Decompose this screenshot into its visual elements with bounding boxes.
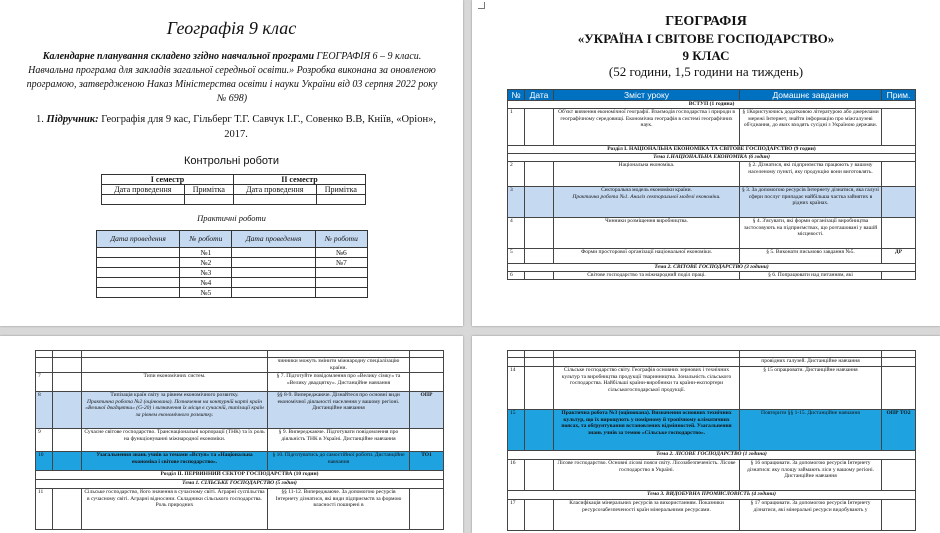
lesson-row: [36, 392, 444, 429]
practical-row: [97, 288, 368, 298]
textbook-text: Географія для 9 кас, Гільберг Т.Г. Савчук І.Г., Совенко В.В, Кніїв, «Оріон», 2017.: [98, 114, 436, 140]
intro-paragraph: [22, 50, 442, 106]
lesson-note: ТО1: [410, 452, 444, 471]
grade-title: 9 КЛАС: [682, 48, 730, 63]
page-3: [0, 336, 463, 533]
lesson-topic-text: Сільське господарство світу. Географія основних зернових і технічних культур та виробництва продукції тваринництва. Зональність сільського господарства. Найбільші країни-виробники та країни-експортери сільськогосподарської продукції.: [561, 367, 732, 393]
topic-row: [508, 451, 916, 460]
lesson-topic: [554, 109, 740, 146]
page-corner-mark: [478, 2, 485, 9]
lesson-date: [53, 429, 82, 452]
control-works-title: Контрольні роботи: [184, 155, 279, 167]
lesson-topic-text: Практична робота №3 (оцінювана). Визначення основних технічних культур, що їх вирощують у помірному й тропічному кліматичних поясах, та обґрунтування встановлених відмінностей. Узагальнення знань учнів за темою «Сільське господарство».: [561, 410, 732, 436]
lesson-number: 1: [508, 109, 525, 146]
lesson-note: [410, 358, 444, 373]
lesson-date: [53, 452, 82, 471]
hours-subtitle: (52 години, 1,5 години на тиждень): [608, 64, 804, 79]
practical-row: [97, 278, 368, 288]
lesson-topic: [82, 392, 268, 429]
section-title: ВСТУП (1 година): [508, 101, 916, 109]
plan-table: [507, 89, 916, 280]
lesson-homework: § 1Користуючись додатковою літературою або джерелами мережі Інтернет, знайти інформацію про міжгалузеві об'єднання, до яких входять суcідні з Україною держави.: [740, 109, 882, 146]
lesson-date: [525, 162, 554, 187]
lesson-date: [525, 367, 554, 410]
lesson-row: [508, 500, 916, 531]
lesson-note: [410, 429, 444, 452]
topic-row: [508, 154, 916, 162]
lesson-homework: § 5. Виконати письмово завдання №5.: [740, 249, 882, 264]
lesson-homework: §§ 8-9. Випереджаюче. Дізнайтеся про основні види економічної діяльності населення у вашому регіоні. Дистанційне навчання: [268, 392, 410, 429]
lesson-homework: § 9. Випереджаюче. Підготувати повідомлення про діяльність ТНК в Україні. Дистанційне навчання: [268, 429, 410, 452]
lesson-row: [508, 460, 916, 491]
lesson-number: 16: [508, 460, 525, 491]
lesson-topic: [82, 429, 268, 452]
practical-date: [97, 248, 180, 258]
lesson-number: 15: [508, 410, 525, 451]
lesson-row: [508, 367, 916, 410]
lesson-topic-text: Сільське господарство, його значення в сучасному світі. Аграрні суспільства в сучасному світі. Аграрні відносини. Складники сільського господарства. Роль природних: [84, 489, 265, 508]
practical-date: [232, 258, 315, 268]
lesson-row: [508, 187, 916, 218]
lesson-number: 4: [508, 218, 525, 249]
lesson-number: 2: [508, 162, 525, 187]
topic-title: Тема 3. ВИДОБУВНА ПРОМИСЛОВІСТЬ (4 години): [508, 491, 916, 500]
lesson-homework: § 4. З'ясувати, які форми організації виробництва застосовують на підприємствах, що розташовані у вашій місцевості.: [740, 218, 882, 249]
practical-row: [97, 268, 368, 278]
lesson-row: [36, 373, 444, 392]
lesson-homework: § 7. Підготуйте повідомлення про «Велику сімку» та «Велику двадцятку». Дистанційне навчання: [268, 373, 410, 392]
practical-date: [232, 248, 315, 258]
col-notes: Прим.: [882, 90, 916, 101]
table-top-row: [36, 351, 444, 358]
lesson-number: 8: [36, 392, 53, 429]
lesson-topic-text: Об'єкт вивчення економічної географії. Взаємодія господарства і природи в географічному середовищі. Економічна географія в системі географічних наук.: [558, 109, 735, 128]
practical-number: №2: [180, 258, 232, 268]
lesson-note: ОПР: [410, 392, 444, 429]
lesson-topic-text: Секторальна модель економіки країни.: [601, 187, 692, 193]
lesson-row: [36, 358, 444, 373]
lesson-homework: § 6. Попрацювати над питанням, які: [740, 272, 882, 280]
lesson-topic-text: Лісове господарство. Основні лісові пояси світу. Лісозабезпеченість. Лісове господарство в Україні.: [557, 460, 736, 473]
lesson-topic: [554, 162, 740, 187]
lesson-note: [882, 272, 916, 280]
lesson-row: [508, 272, 916, 280]
lesson-number: 9: [36, 429, 53, 452]
lesson-number: 6: [508, 272, 525, 280]
practical-number: [315, 278, 367, 288]
lesson-row: [508, 410, 916, 451]
lesson-topic: [554, 187, 740, 218]
lesson-number: 3: [508, 187, 525, 218]
col-number: №: [508, 90, 525, 101]
lesson-date: [525, 249, 554, 264]
lesson-row: [508, 162, 916, 187]
lesson-homework: § 16 опрацювати. За допомогою ресурсів Інтернету дізнатися: яку площу займають ліси у вашому регіоні. Дистанційне навчання: [740, 460, 882, 491]
lesson-note: [882, 109, 916, 146]
textbook-num: 1.: [36, 114, 47, 125]
lesson-topic-text: Типи економічних систем.: [143, 373, 206, 379]
topic-title: Тема 2. СВІТОВЕ ГОСПОДАРСТВО (3 години): [508, 264, 916, 272]
lesson-number: 14: [508, 367, 525, 410]
practical-row: [97, 258, 368, 268]
table-cell: [233, 195, 316, 205]
practical-works-title: Практичні роботи: [197, 213, 266, 223]
lesson-number: [36, 358, 53, 373]
section-title: Розділ І. НАЦІОНАЛЬНА ЕКОНОМІКА ТА СВІТОВЕ ГОСПОДАРСТВО (9 годин): [508, 146, 916, 154]
table-cell: [316, 195, 365, 205]
col-pnum: № роботи: [180, 231, 232, 248]
lesson-number: 11: [36, 489, 53, 530]
lesson-homework: § 3. За допомогою ресурсів Інтернету дізнатися, яка галузі сфери послуг припадає найбільша частка зайнятих в рідних країнах.: [740, 187, 882, 218]
col-date: Дата: [525, 90, 554, 101]
lesson-topic-text: Національна економіка.: [618, 162, 675, 168]
lesson-topic-text: Типізація країн світу за рівнем економічного розвитку.: [110, 392, 239, 398]
lesson-date: [525, 272, 554, 280]
practical-date: [232, 278, 315, 288]
page-title: Географія 9 клас: [166, 18, 297, 38]
lesson-number: 7: [36, 373, 53, 392]
practical-date: [232, 268, 315, 278]
page-1: [0, 0, 463, 326]
lesson-topic: [82, 373, 268, 392]
lesson-topic-text: Форми просторової організації національної економіки.: [580, 249, 713, 255]
lesson-topic: [554, 358, 740, 367]
lesson-topic: [554, 218, 740, 249]
section-row: [508, 146, 916, 154]
lesson-note: [882, 358, 916, 367]
lesson-homework: чинники можуть змінити міжнародну спеціалізацію країни.: [268, 358, 410, 373]
section-title: Розділ ІІ. ПЕРВИННИЙ СЕКТОР ГОСПОДАРСТВА (10 годин): [36, 471, 444, 480]
plan-table-continued: [507, 350, 916, 531]
lesson-date: [525, 410, 554, 451]
lesson-note: [882, 367, 916, 410]
lesson-row: [36, 429, 444, 452]
lesson-homework: провідних галузей. Дистанційне навчання: [740, 358, 882, 367]
table-cell: [102, 195, 185, 205]
lesson-date: [525, 500, 554, 531]
col-pnum: № роботи: [315, 231, 367, 248]
col-pdate: Дата проведення: [97, 231, 180, 248]
lesson-topic: [554, 272, 740, 280]
lesson-date: [53, 489, 82, 530]
textbook-line: [30, 112, 442, 142]
lesson-homework: § 17 опрацювати. За допомогою ресурсів Інтернету дізнатися, які мінеральні ресурси видобувають у: [740, 500, 882, 531]
lesson-note: [882, 500, 916, 531]
lesson-date: [53, 373, 82, 392]
lesson-date: [53, 392, 82, 429]
lesson-note: ДР: [882, 249, 916, 264]
lesson-number: 5: [508, 249, 525, 264]
lesson-homework: § 15 опрацювати. Дистанційне навчання: [740, 367, 882, 410]
lesson-date: [525, 109, 554, 146]
topic-row: [508, 264, 916, 272]
practical-number: №4: [180, 278, 232, 288]
lesson-topic-text: Чинники розміщення виробництва.: [605, 218, 688, 224]
section-row: [36, 471, 444, 480]
intro-rest: ГЕОГРАФІЯ 6 – 9 класи. Навчальна програма для закладів загальної середньої освіти.» Розробка виконана за оновленою програмою, затвердженою Наказ Міністерства освіти і науки України від 03 серпня 2022 року № 698): [26, 51, 438, 104]
lesson-row: [36, 452, 444, 471]
intro-bold: Календарне планування складено згідно навчальної програми: [42, 51, 315, 62]
practical-number: №7: [315, 258, 367, 268]
practical-date: [232, 288, 315, 298]
practical-number: №1: [180, 248, 232, 258]
lesson-note: [882, 162, 916, 187]
semester-1: І семестр: [102, 175, 234, 185]
lesson-date: [525, 460, 554, 491]
section-row: [508, 101, 916, 109]
lesson-topic-text: Світове господарство та міжнародний поділ праці.: [587, 272, 706, 278]
control-works-table: [101, 174, 366, 205]
textbook-label: Підручник:: [46, 114, 99, 125]
practical-number: №3: [180, 268, 232, 278]
lesson-homework: Повторити §§ 1-15. Дистанційне навчання: [740, 410, 882, 451]
practical-number: [315, 268, 367, 278]
lesson-row: [508, 109, 916, 146]
course-title: «УКРАЇНА І СВІТОВЕ ГОСПОДАРСТВО»: [577, 31, 835, 46]
lesson-topic-text: Узагальнення знань учнів за темами «Вступ» та «Національна економіка і світове господарство».: [96, 452, 253, 465]
lesson-topic: [554, 367, 740, 410]
lesson-topic: [554, 500, 740, 531]
practical-date: [97, 288, 180, 298]
page-4: [472, 336, 940, 533]
lesson-topic-text: Сучасне світове господарство. Транснаціональні корпорації (ТНК) та їх роль на функціонуванні міжнародної економіки.: [84, 429, 265, 442]
topic-title: Тема 2. ЛІСОВЕ ГОСПОДАРСТВО (1 година): [508, 451, 916, 460]
practical-number: [315, 288, 367, 298]
lesson-note: [410, 489, 444, 530]
col-pdate: Дата проведення: [232, 231, 315, 248]
practical-date: [97, 268, 180, 278]
semester-2: ІІ семестр: [233, 175, 365, 185]
topic-title: Тема 1. СІЛЬСЬКЕ ГОСПОДАРСТВО (5 годин): [36, 480, 444, 489]
lesson-date: [525, 218, 554, 249]
table-cell: [184, 195, 233, 205]
practical-date: [97, 258, 180, 268]
topic-title: Тема 1.НАЦІОНАЛЬНА ЕКОНОМІКА (6 годин): [508, 154, 916, 162]
lesson-note: [882, 187, 916, 218]
lesson-date: [525, 358, 554, 367]
practical-work-text: Практична робота №1. Аналіз секторальної моделі економіки.: [572, 193, 721, 200]
topic-row: [508, 491, 916, 500]
lesson-topic-text: Класифікація мінеральних ресурсів за використанням. Показники ресурсозабезпеченості країн мінеральними ресурсами.: [569, 500, 724, 513]
lesson-topic: [554, 460, 740, 491]
lesson-row: [36, 489, 444, 530]
lesson-row: [508, 249, 916, 264]
lesson-topic: [82, 489, 268, 530]
table-top-row: [508, 351, 916, 358]
practical-number: №6: [315, 248, 367, 258]
col-note: Примітка: [316, 185, 365, 195]
lesson-number: 10: [36, 452, 53, 471]
col-date: Дата проведення: [102, 185, 185, 195]
lesson-note: [882, 218, 916, 249]
lesson-row: [508, 358, 916, 367]
lesson-topic: [554, 249, 740, 264]
col-note: Примітка: [184, 185, 233, 195]
practical-date: [97, 278, 180, 288]
page-2: [472, 0, 940, 326]
lesson-date: [53, 358, 82, 373]
col-date: Дата проведення: [233, 185, 316, 195]
lesson-topic: [554, 410, 740, 451]
lesson-homework: § 10. Підготуватись до самостійної роботи. Дистанційне навчання: [268, 452, 410, 471]
lesson-homework: §§ 11-12. Випереджаюче. За допомогою ресурсів Інтернету дізнатися, які види підприємств за формою власності поширені в: [268, 489, 410, 530]
practical-number: №5: [180, 288, 232, 298]
lesson-note: [410, 373, 444, 392]
lesson-number: [508, 358, 525, 367]
practical-work-text: Практична робота №2 (оцінювана). Позначення на контурній карті країн «Великої двадцятки» (G-20) і визначення їх місця в сучасній, типізації країн за рівнем економічного розвитку.: [85, 398, 264, 418]
subject-title: ГЕОГРАФІЯ: [665, 14, 747, 29]
lesson-note: ОПР ТО2: [882, 410, 916, 451]
lesson-topic: [82, 358, 268, 373]
lesson-topic: [82, 452, 268, 471]
lesson-homework: § 2. Дізнатися, які підприємства працюють у вашому населеному пункті, яку продукцію вони виготовлять.: [740, 162, 882, 187]
lesson-row: [508, 218, 916, 249]
lesson-number: 17: [508, 500, 525, 531]
lesson-note: [882, 460, 916, 491]
plan-table-continued: [35, 350, 444, 530]
practical-row: [97, 248, 368, 258]
col-homework: Домашнє завдання: [740, 90, 882, 101]
topic-row: [36, 480, 444, 489]
practical-works-table: [96, 230, 368, 298]
col-content: Зміст уроку: [554, 90, 740, 101]
lesson-date: [525, 187, 554, 218]
